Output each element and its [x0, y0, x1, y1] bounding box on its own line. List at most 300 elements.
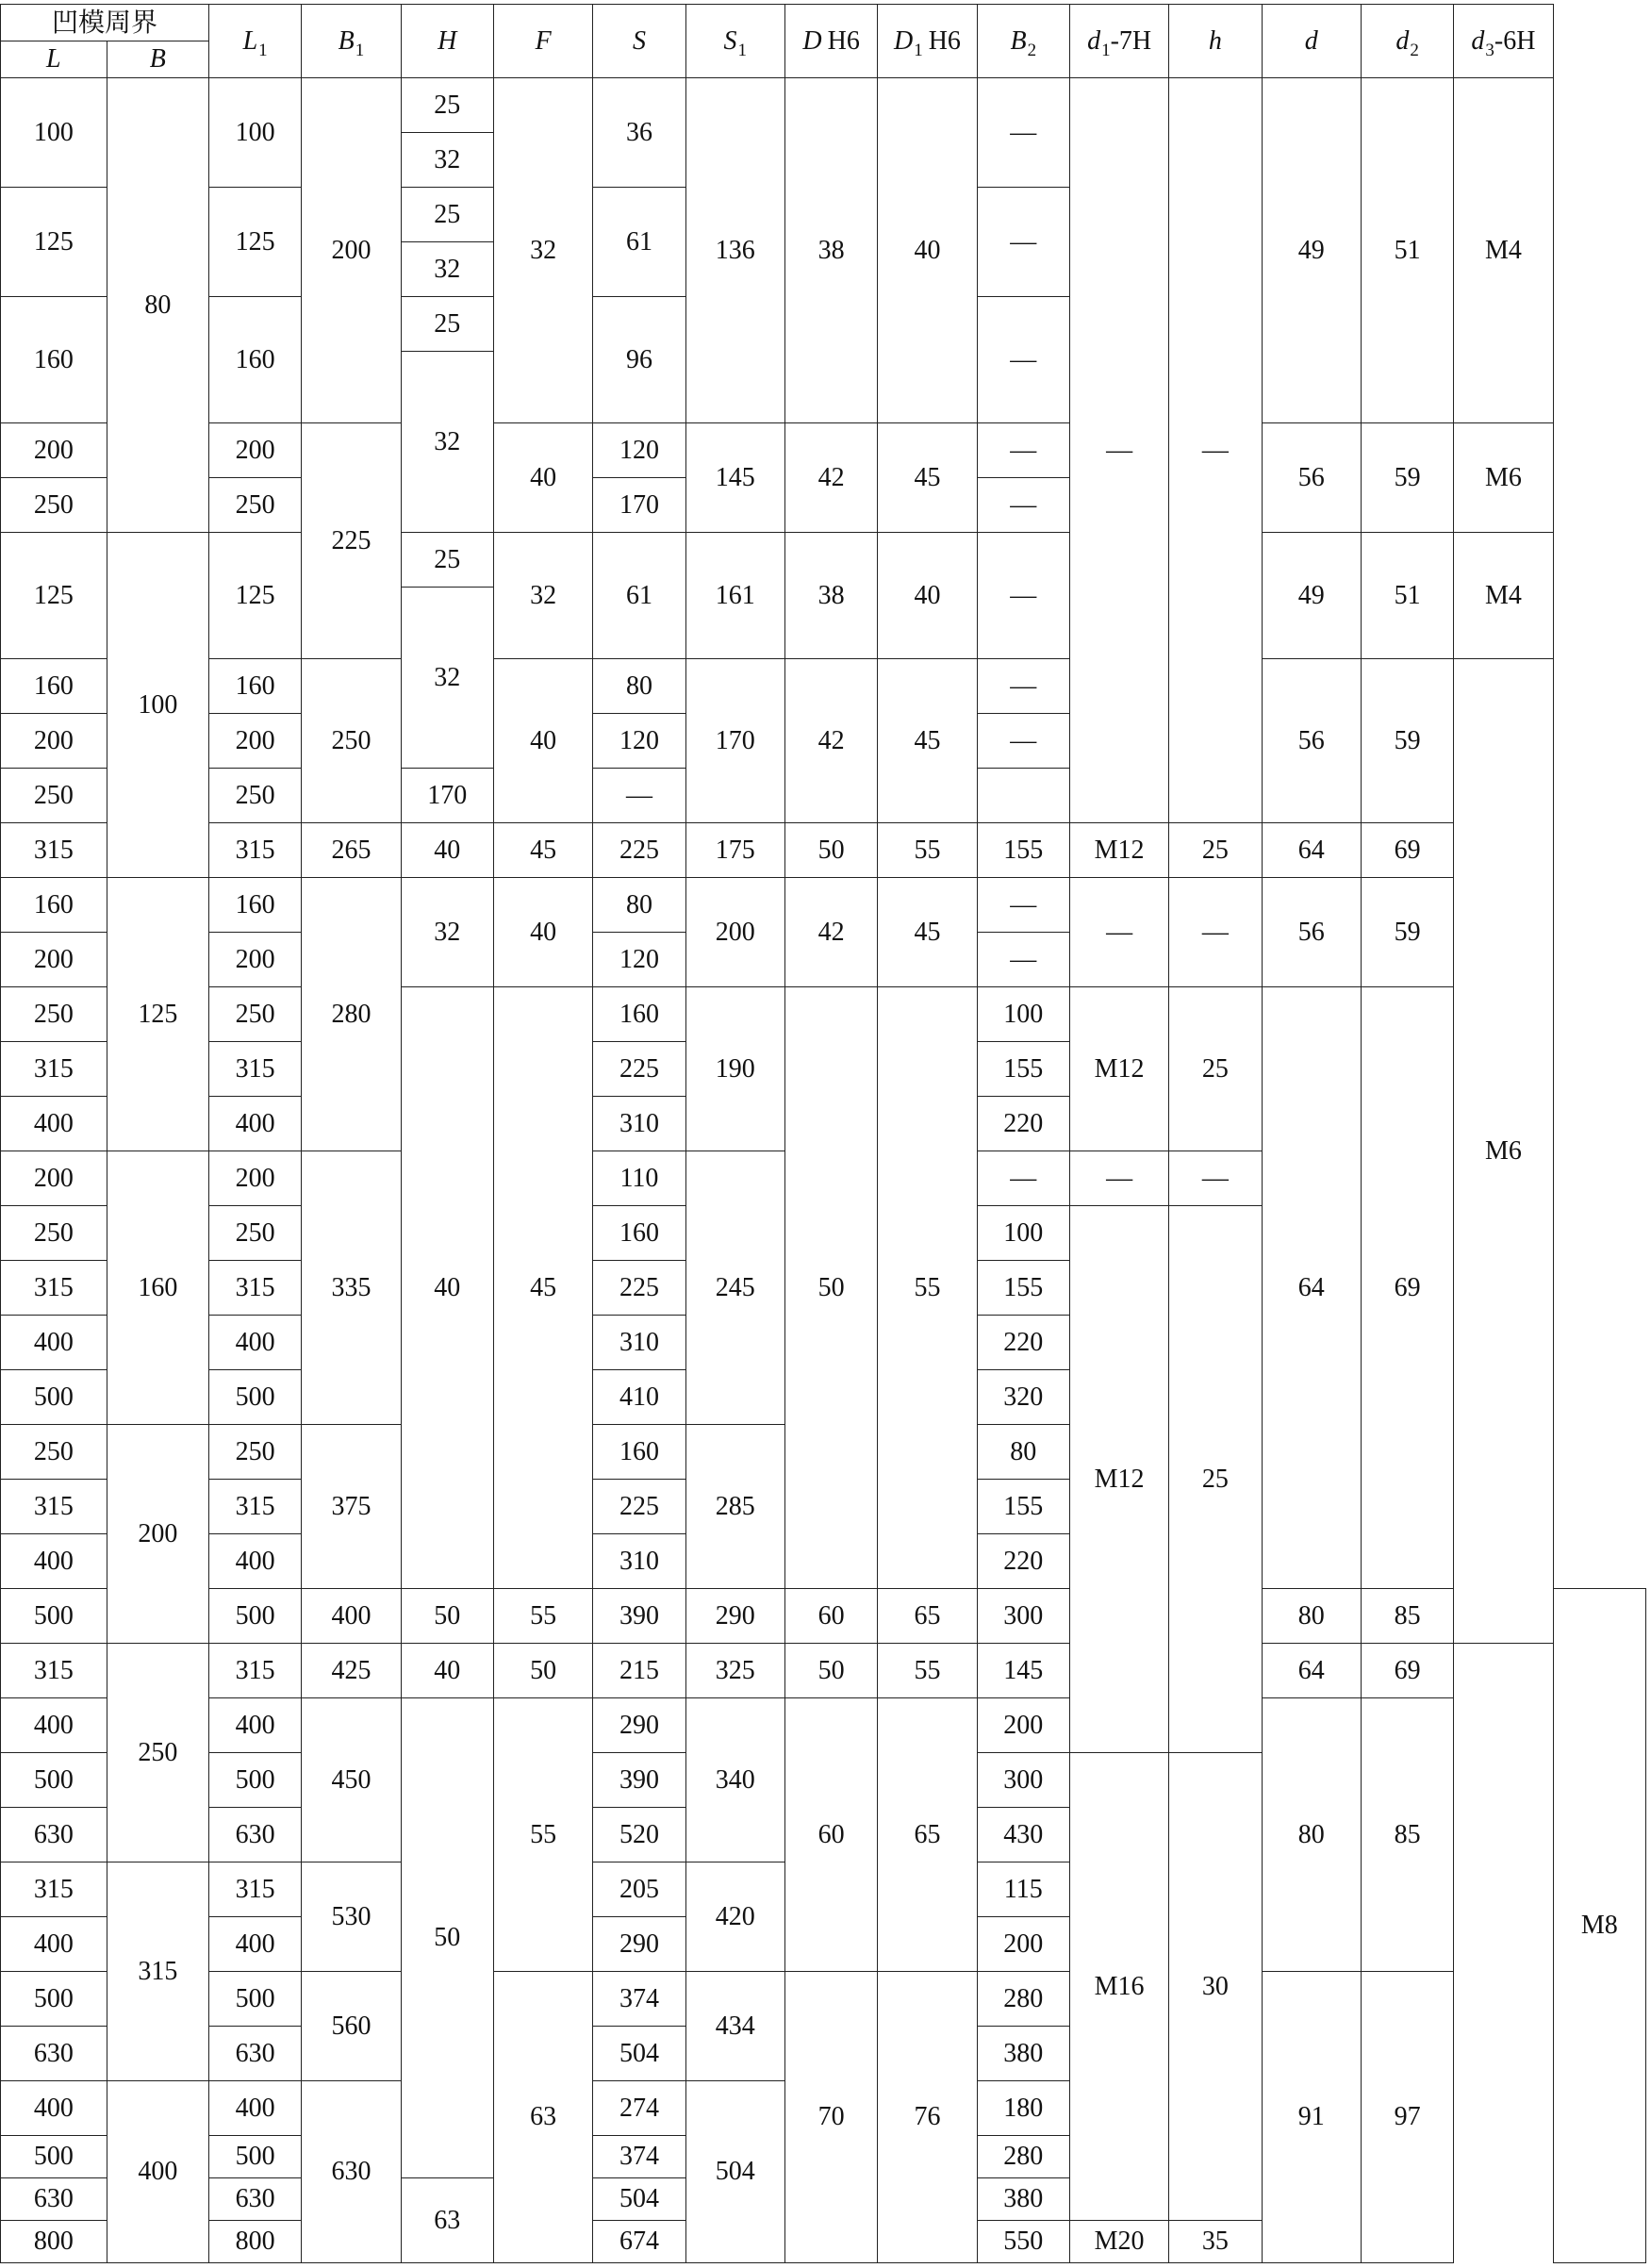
cell-h-depth: — — [1169, 78, 1262, 823]
cell-l: 250 — [1, 1425, 107, 1480]
cell-s: 290 — [593, 1698, 685, 1753]
cell-h: 50 — [401, 1589, 493, 1644]
cell-b1: 200 — [302, 78, 401, 423]
cell-b: 250 — [107, 1644, 208, 1862]
cell-h-depth: 35 — [1169, 2221, 1262, 2263]
cell-b1: 530 — [302, 1862, 401, 1972]
cell-s: 160 — [593, 1206, 685, 1261]
cell-l1: 200 — [209, 714, 302, 769]
header-die-perimeter-text: 凹模周界 — [52, 6, 158, 38]
cell-l: 250 — [1, 1206, 107, 1261]
cell-l: 250 — [1, 987, 107, 1042]
cell-s: 310 — [593, 1316, 685, 1370]
cell-d: 56 — [1262, 659, 1361, 823]
cell-s1: 420 — [685, 1862, 784, 1972]
cell-s: 120 — [593, 714, 685, 769]
cell-s: 160 — [593, 1425, 685, 1480]
cell-d: 49 — [1262, 78, 1361, 423]
cell-b2: — — [977, 933, 1069, 987]
cell-b: 80 — [107, 78, 208, 533]
cell-d: 49 — [1262, 533, 1361, 659]
cell-h: 25 — [401, 533, 493, 588]
cell-f: 40 — [493, 878, 592, 987]
cell-s: 61 — [593, 188, 685, 297]
cell-s: 215 — [593, 1644, 685, 1698]
header-d2 — [1361, 5, 1453, 78]
cell-l: 800 — [1, 2221, 107, 2263]
header-b — [107, 41, 208, 78]
cell-b1: 335 — [302, 1151, 401, 1425]
cell-l: 500 — [1, 1753, 107, 1808]
cell-f: 45 — [493, 823, 592, 878]
cell-l: 250 — [1, 478, 107, 533]
cell-l: 315 — [1, 1042, 107, 1097]
header-d-tag: H6 — [827, 25, 860, 56]
cell-d-h6: 50 — [785, 1644, 878, 1698]
cell-b2: 200 — [977, 1917, 1069, 1972]
cell-d2: 97 — [1361, 1972, 1453, 2263]
cell-l: 500 — [1, 2136, 107, 2178]
cell-b2: 155 — [977, 1261, 1069, 1316]
header-d1-h6 — [878, 5, 977, 78]
header-l-main: L — [46, 44, 61, 74]
header-d3-main: d — [1471, 25, 1485, 56]
cell-f: 32 — [493, 533, 592, 659]
cell-d-h6: 42 — [785, 878, 878, 987]
cell-f: 40 — [493, 423, 592, 533]
cell-l1: 500 — [209, 1589, 302, 1644]
cell-s: 674 — [593, 2221, 685, 2263]
cell-b1: 280 — [302, 878, 401, 1151]
cell-d1-thread: — — [1069, 1151, 1168, 1206]
cell-l1: 160 — [209, 659, 302, 714]
cell-h-depth: — — [1169, 1151, 1262, 1206]
header-h-main: H — [438, 25, 457, 56]
cell-d-h6: 70 — [785, 1972, 878, 2263]
header-d1-sub: 1 — [914, 40, 923, 60]
cell-l1: 630 — [209, 1808, 302, 1862]
cell-s: 225 — [593, 1480, 685, 1534]
cell-l1: 250 — [209, 987, 302, 1042]
header-d1-thread-main: d — [1087, 25, 1101, 56]
cell-b: 400 — [107, 2081, 208, 2263]
cell-l: 200 — [1, 933, 107, 987]
cell-l1: 125 — [209, 188, 302, 297]
cell-b2: 220 — [977, 1316, 1069, 1370]
cell-b1: 265 — [302, 823, 401, 878]
cell-b2: — — [977, 1151, 1069, 1206]
cell-d1-h6: 45 — [878, 659, 977, 823]
cell-d1-thread: M16 — [1069, 1753, 1168, 2221]
header-d3-6h — [1454, 5, 1553, 78]
cell-s: 120 — [593, 423, 685, 478]
cell-h-depth: 25 — [1169, 987, 1262, 1151]
header-b2-main: B — [1010, 25, 1027, 56]
cell-b2: 100 — [977, 987, 1069, 1042]
cell-s1: 190 — [685, 987, 784, 1151]
cell-d3-thread: M4 — [1454, 78, 1553, 423]
cell-l: 200 — [1, 1151, 107, 1206]
cell-d1-h6: 45 — [878, 878, 977, 987]
header-b-main: B — [149, 44, 166, 74]
cell-b2: — — [977, 78, 1069, 188]
header-s — [593, 5, 685, 78]
header-s1-sub: 1 — [737, 40, 748, 60]
cell-b2: 300 — [977, 1753, 1069, 1808]
cell-b2: 300 — [977, 1589, 1069, 1644]
cell-s: 205 — [593, 1862, 685, 1917]
cell-h: 50 — [401, 1698, 493, 2178]
cell-l: 200 — [1, 714, 107, 769]
cell-h: 32 — [401, 242, 493, 297]
cell-h-depth: 30 — [1169, 1753, 1262, 2221]
cell-h: 32 — [401, 878, 493, 987]
cell-l: 200 — [1, 423, 107, 478]
cell-d2: 85 — [1361, 1589, 1453, 1644]
header-d1-7h — [1069, 5, 1168, 78]
cell-s: 374 — [593, 2136, 685, 2178]
cell-h: 25 — [401, 188, 493, 242]
cell-d2: 59 — [1361, 423, 1453, 533]
cell-l1: 400 — [209, 1917, 302, 1972]
cell-f: 32 — [493, 78, 592, 423]
header-die-perimeter — [1, 5, 209, 41]
cell-l: 250 — [1, 769, 107, 823]
cell-l: 500 — [1, 1972, 107, 2027]
cell-h: 32 — [401, 133, 493, 188]
cell-l: 630 — [1, 2178, 107, 2221]
cell-s1: 175 — [685, 823, 784, 878]
cell-b: 100 — [107, 533, 208, 878]
header-b1-sub: 1 — [355, 40, 365, 60]
cell-d2: 69 — [1361, 1644, 1453, 1698]
cell-s: 160 — [593, 987, 685, 1042]
cell-l1: 315 — [209, 1862, 302, 1917]
cell-l1: 800 — [209, 2221, 302, 2263]
header-h — [401, 5, 493, 78]
cell-s: 120 — [593, 933, 685, 987]
cell-l: 630 — [1, 1808, 107, 1862]
cell-b2: 100 — [977, 1206, 1069, 1261]
cell-l1: 250 — [209, 1425, 302, 1480]
cell-d1-thread: — — [1069, 878, 1168, 987]
cell-l: 500 — [1, 1589, 107, 1644]
cell-l1: 160 — [209, 878, 302, 933]
cell-s: 390 — [593, 1753, 685, 1808]
cell-d2: 59 — [1361, 878, 1453, 987]
cell-l1: 500 — [209, 1753, 302, 1808]
cell-d1-thread: M12 — [1069, 1206, 1168, 1753]
cell-s1: 340 — [685, 1698, 784, 1862]
cell-d1-h6: 40 — [878, 533, 977, 659]
cell-l1: 160 — [209, 297, 302, 423]
cell-s: 96 — [593, 297, 685, 423]
cell-f: 45 — [493, 987, 592, 1589]
cell-d1-h6: 55 — [878, 823, 977, 878]
cell-d2: 51 — [1361, 78, 1453, 423]
cell-l: 630 — [1, 2027, 107, 2081]
header-d1-tag: H6 — [928, 25, 961, 56]
cell-b1: 630 — [302, 2081, 401, 2263]
cell-l1: 125 — [209, 533, 302, 659]
cell-s1: 161 — [685, 533, 784, 659]
cell-s1: 145 — [685, 423, 784, 533]
cell-b: 315 — [107, 1862, 208, 2081]
cell-b2: 80 — [977, 1425, 1069, 1480]
cell-b2: 280 — [977, 2136, 1069, 2178]
cell-d1-h6: 55 — [878, 987, 977, 1589]
cell-b2: — — [977, 659, 1069, 714]
header-d3-sub: 3 — [1485, 40, 1494, 60]
cell-d1-h6: 65 — [878, 1589, 977, 1644]
cell-s: 520 — [593, 1808, 685, 1862]
cell-d-h6: 60 — [785, 1698, 878, 1972]
cell-s1: 504 — [685, 2081, 784, 2263]
cell-l1: 500 — [209, 1972, 302, 2027]
header-h-small — [1169, 5, 1262, 78]
cell-s1: 434 — [685, 1972, 784, 2081]
cell-l: 125 — [1, 533, 107, 659]
cell-b2: 320 — [977, 1370, 1069, 1425]
cell-s1: 136 — [685, 78, 784, 423]
cell-l1: 400 — [209, 1316, 302, 1370]
cell-s: 504 — [593, 2178, 685, 2221]
cell-d1-thread: — — [1069, 78, 1168, 823]
cell-l1: 400 — [209, 1534, 302, 1589]
cell-d2: 69 — [1361, 987, 1453, 1589]
cell-s: 80 — [593, 878, 685, 933]
cell-l: 400 — [1, 1534, 107, 1589]
cell-d-h6: 42 — [785, 423, 878, 533]
cell-d2: 59 — [1361, 659, 1453, 823]
cell-f: 55 — [493, 1698, 592, 1972]
cell-d3-thread: M6 — [1454, 659, 1553, 1644]
header-d3-tag: -6H — [1494, 25, 1536, 56]
cell-l: 400 — [1, 1316, 107, 1370]
cell-b2: 430 — [977, 1808, 1069, 1862]
cell-l: 315 — [1, 823, 107, 878]
cell-d: 80 — [1262, 1698, 1361, 1972]
cell-s1: 325 — [685, 1644, 784, 1698]
cell-d2: 69 — [1361, 823, 1453, 878]
cell-l1: 500 — [209, 2136, 302, 2178]
cell-l1: 200 — [209, 1151, 302, 1206]
cell-b: 160 — [107, 1151, 208, 1425]
cell-d-h6: 50 — [785, 823, 878, 878]
cell-d: 56 — [1262, 878, 1361, 987]
cell-f: 63 — [493, 1972, 592, 2263]
cell-s: 310 — [593, 1534, 685, 1589]
cell-b1: 225 — [302, 423, 401, 659]
cell-d1-thread: M20 — [1069, 2221, 1168, 2263]
cell-l1: 315 — [209, 1042, 302, 1097]
cell-d3-thread: M6 — [1454, 423, 1553, 533]
cell-b2: — — [977, 297, 1069, 423]
cell-h: 63 — [401, 2178, 493, 2263]
cell-l1: 250 — [209, 1206, 302, 1261]
cell-l: 100 — [1, 78, 107, 188]
cell-l: 315 — [1, 1862, 107, 1917]
cell-f: 55 — [493, 1589, 592, 1644]
cell-l: 400 — [1, 2081, 107, 2136]
die-dimension-table — [0, 4, 1646, 2263]
cell-s1: 245 — [685, 1151, 784, 1425]
cell-l1: 500 — [209, 1370, 302, 1425]
header-s-main: S — [632, 25, 646, 56]
cell-s: 310 — [593, 1097, 685, 1151]
cell-h-depth: — — [1169, 878, 1262, 987]
cell-b2: 115 — [977, 1862, 1069, 1917]
cell-l: 160 — [1, 659, 107, 714]
cell-d1-thread: M12 — [1069, 823, 1168, 878]
header-l1 — [209, 5, 302, 78]
cell-s: 225 — [593, 1042, 685, 1097]
cell-s: 110 — [593, 1151, 685, 1206]
cell-s: 504 — [593, 2027, 685, 2081]
cell-b1: 250 — [302, 659, 401, 823]
cell-d2: 51 — [1361, 533, 1453, 659]
header-s1 — [685, 5, 784, 78]
header-d2-main: d — [1395, 25, 1410, 56]
header-d-main: D — [802, 25, 822, 56]
cell-d-h6: 38 — [785, 533, 878, 659]
cell-d3-thread: M8 — [1553, 1589, 1645, 2263]
cell-h: 25 — [401, 297, 493, 352]
cell-l1: 630 — [209, 2178, 302, 2221]
cell-d: 80 — [1262, 1589, 1361, 1644]
cell-b2: 220 — [977, 1534, 1069, 1589]
cell-d-h6: 60 — [785, 1589, 878, 1644]
cell-h: 40 — [401, 987, 493, 1589]
cell-s: 410 — [593, 1370, 685, 1425]
cell-b2: 550 — [977, 2221, 1069, 2263]
cell-s: 170 — [401, 769, 493, 823]
cell-b2: — — [977, 423, 1069, 478]
cell-s: 80 — [593, 659, 685, 714]
cell-h: 25 — [401, 78, 493, 133]
cell-s: 61 — [593, 533, 685, 659]
cell-l: 400 — [1, 1917, 107, 1972]
cell-b1: 560 — [302, 1972, 401, 2081]
cell-b2: — — [977, 878, 1069, 933]
cell-s: 290 — [593, 1917, 685, 1972]
cell-b1: 375 — [302, 1425, 401, 1589]
cell-b1: 425 — [302, 1644, 401, 1698]
cell-b2: 200 — [977, 1698, 1069, 1753]
cell-d1-h6: 55 — [878, 1644, 977, 1698]
cell-s1: 290 — [685, 1589, 784, 1644]
cell-d: 64 — [1262, 823, 1361, 878]
cell-d1-h6: 40 — [878, 78, 977, 423]
cell-s: 390 — [593, 1589, 685, 1644]
cell-d: 56 — [1262, 423, 1361, 533]
cell-b2: — — [977, 533, 1069, 659]
cell-s1: 285 — [685, 1425, 784, 1589]
cell-d3-thread: M4 — [1454, 533, 1553, 659]
cell-b: 200 — [107, 1425, 208, 1644]
cell-h-depth: 25 — [1169, 1206, 1262, 1753]
cell-d-h6: 50 — [785, 987, 878, 1589]
cell-b2: 220 — [977, 1097, 1069, 1151]
cell-b2: 380 — [977, 2178, 1069, 2221]
cell-h: 40 — [401, 1644, 493, 1698]
cell-d1-h6: 45 — [878, 423, 977, 533]
cell-s1: 200 — [685, 878, 784, 987]
cell-l: 315 — [1, 1480, 107, 1534]
header-d1-thread-sub: 1 — [1101, 40, 1111, 60]
header-l1-sub: 1 — [258, 40, 268, 60]
header-d-small-main: d — [1304, 25, 1318, 56]
cell-b: 125 — [107, 878, 208, 1151]
header-d1-thread-tag: -7H — [1110, 25, 1152, 56]
header-b2-sub: 2 — [1027, 40, 1037, 60]
cell-s: 225 — [593, 823, 685, 878]
cell-l: 400 — [1, 1097, 107, 1151]
cell-l1: 315 — [209, 823, 302, 878]
cell-f: 50 — [493, 1644, 592, 1698]
cell-b2: 155 — [977, 1042, 1069, 1097]
cell-l1: 315 — [209, 1480, 302, 1534]
cell-b2: 155 — [977, 1480, 1069, 1534]
cell-b1: 450 — [302, 1698, 401, 1862]
cell-l: 315 — [1, 1261, 107, 1316]
cell-d2: 85 — [1361, 1698, 1453, 1972]
cell-l1: 200 — [209, 933, 302, 987]
header-b1 — [302, 5, 401, 78]
cell-s: 170 — [593, 478, 685, 533]
cell-b2: — — [593, 769, 685, 823]
header-d — [1262, 5, 1361, 78]
cell-b1: 400 — [302, 1589, 401, 1644]
cell-h-depth: 25 — [1169, 823, 1262, 878]
cell-d: 64 — [1262, 1644, 1361, 1698]
cell-s: 274 — [593, 2081, 685, 2136]
cell-s: 225 — [593, 1261, 685, 1316]
header-b2 — [977, 5, 1069, 78]
header-s1-main: S — [723, 25, 737, 56]
cell-l1: 400 — [209, 1097, 302, 1151]
cell-b2: 145 — [977, 1644, 1069, 1698]
cell-b2: 155 — [977, 823, 1069, 878]
header-l — [1, 41, 107, 78]
cell-l: 160 — [1, 297, 107, 423]
cell-d1-thread: M12 — [1069, 987, 1168, 1151]
cell-l: 315 — [1, 1644, 107, 1698]
cell-l: 125 — [1, 188, 107, 297]
cell-l1: 250 — [209, 478, 302, 533]
cell-d1-h6: 65 — [878, 1698, 977, 1972]
cell-h: 32 — [401, 352, 493, 533]
cell-d-h6: 38 — [785, 78, 878, 423]
cell-d: 64 — [1262, 987, 1361, 1589]
cell-s1: 170 — [685, 659, 784, 823]
header-d1-main: D — [893, 25, 914, 56]
cell-d-h6: 42 — [785, 659, 878, 823]
cell-l: 160 — [1, 878, 107, 933]
header-f — [493, 5, 592, 78]
cell-s: 36 — [593, 78, 685, 188]
header-l1-main: L — [242, 25, 258, 56]
cell-l: 500 — [1, 1370, 107, 1425]
header-d2-sub: 2 — [1410, 40, 1419, 60]
cell-b2: — — [977, 714, 1069, 769]
cell-l1: 250 — [209, 769, 302, 823]
cell-b2: 180 — [977, 2081, 1069, 2136]
cell-b2: 380 — [977, 2027, 1069, 2081]
cell-h: 40 — [401, 823, 493, 878]
cell-b2: — — [977, 478, 1069, 533]
cell-l1: 630 — [209, 2027, 302, 2081]
